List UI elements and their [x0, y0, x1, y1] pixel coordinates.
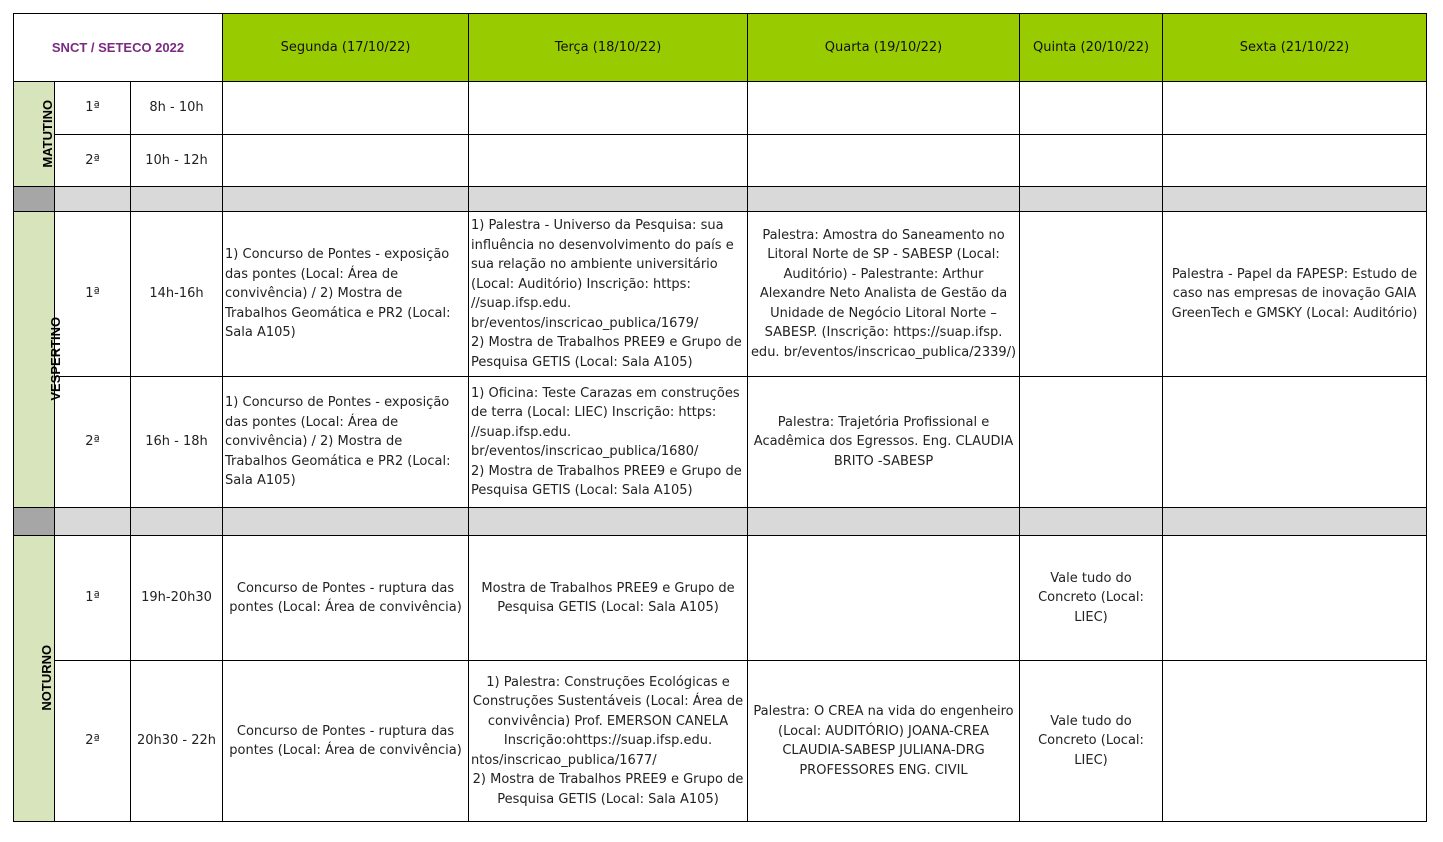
event-quinta: Vale tudo do Concreto (Local: LIEC): [1020, 661, 1163, 822]
period-vespertino: [14, 212, 64, 508]
period-noturno: [14, 536, 55, 822]
separator-row: [14, 508, 1427, 536]
slot-time: 8h - 10h: [131, 82, 223, 135]
event-sexta: Palestra - Papel da FAPESP: Estudo de caso nas empresas de inovação GAIA GreenTech e GMSKY (Local: Auditório): [1163, 212, 1427, 377]
event-quarta: Palestra: Trajetória Profissional e Acadêmica dos Egressos. Eng. CLAUDIA BRITO -SABESP: [748, 377, 1020, 508]
slot-time: 20h30 - 22h: [131, 661, 223, 822]
separator-cell: [1020, 187, 1163, 212]
slot-number: 1ª: [55, 212, 131, 377]
event-terca: [469, 661, 748, 822]
cell-empty: [1163, 82, 1427, 135]
event-segunda: 1) Concurso de Pontes - exposição das pontes (Local: Área de convivência) / 2) Mostra de Trabalhos Geomática e PR2 (Local: Sala A105): [223, 212, 469, 377]
cell-empty: [223, 135, 469, 187]
vespertino-row-1: [14, 212, 1427, 377]
noturno-row-2: [14, 661, 1427, 822]
schedule-title: SNCT / SETECO 2022: [14, 14, 223, 82]
day-header-quarta: Quarta (19/10/22): [748, 14, 1020, 82]
cell-empty: [1020, 135, 1163, 187]
day-header-terca: Terça (18/10/22): [469, 14, 748, 82]
event-quinta: Vale tudo do Concreto (Local: LIEC): [1020, 536, 1163, 661]
event-item: 2) Mostra de Trabalhos PREE9 e Grupo de Pesquisa GETIS (Local: Sala A105): [472, 772, 744, 807]
vespertino-row-2: [14, 377, 1427, 508]
cell-empty: [469, 135, 748, 187]
separator-cell: [223, 187, 469, 212]
event-segunda: 1) Concurso de Pontes - exposição das pontes (Local: Área de convivência) / 2) Mostra de Trabalhos Geomática e PR2 (Local: Sala A105): [223, 377, 469, 508]
slot-number: 2ª: [55, 661, 131, 822]
cell-empty: [1163, 661, 1427, 822]
period-matutino: [14, 82, 55, 187]
separator-row: [14, 187, 1427, 212]
cell-empty: [1020, 82, 1163, 135]
cell-empty: [469, 82, 748, 135]
event-item: 2) Mostra de Trabalhos PREE9 e Grupo de Pesquisa GETIS (Local: Sala A105): [471, 463, 742, 498]
noturno-row-1: [14, 536, 1427, 661]
separator-cell: [223, 508, 469, 536]
slot-number: 1ª: [55, 536, 131, 661]
slot-number: 2ª: [55, 135, 131, 187]
slot-number: 2ª: [55, 377, 131, 508]
day-header-quinta: Quinta (20/10/22): [1020, 14, 1163, 82]
matutino-row-1: [14, 82, 1427, 135]
slot-number: 1ª: [55, 82, 131, 135]
separator-cell: [55, 508, 131, 536]
cell-empty: [1020, 377, 1163, 508]
event-item: 1) Palestra: Construções Ecológicas e Construções Sustentáveis (Local: Área de convivência) Prof. EMERSON CANELA Inscrição:ohttps://suap.ifsp.edu.: [472, 674, 744, 749]
separator-cell: [1163, 508, 1427, 536]
cell-empty: [1163, 135, 1427, 187]
separator-cell: [748, 187, 1020, 212]
day-header-sexta: Sexta (21/10/22): [1163, 14, 1427, 82]
event-segunda: Concurso de Pontes - ruptura das pontes (Local: Área de convivência): [223, 536, 469, 661]
event-item: ntos/inscricao_publica/1677/: [471, 752, 657, 768]
separator-cell: [1020, 508, 1163, 536]
slot-time: 16h - 18h: [131, 377, 223, 508]
cell-empty: [223, 82, 469, 135]
slot-time: 10h - 12h: [131, 135, 223, 187]
event-segunda: Concurso de Pontes - ruptura das pontes (Local: Área de convivência): [223, 661, 469, 822]
separator-cell: [131, 187, 223, 212]
separator-cell: [748, 508, 1020, 536]
period-label-noturno: NOTURNO: [39, 645, 55, 711]
separator-cell: [469, 508, 748, 536]
slot-time: 19h-20h30: [131, 536, 223, 661]
event-item: 1) Palestra - Universo da Pesquisa: sua influência no desenvolvimento do país e sua relação no ambiente universitário (Local: Auditório) Inscrição: https: //suap.ifsp.edu. br/eventos/inscricao_publica/1679/: [471, 218, 734, 331]
cell-empty: [748, 82, 1020, 135]
separator-cell: [14, 187, 55, 212]
period-label-matutino: MATUTINO: [40, 99, 56, 168]
separator-cell: [469, 187, 748, 212]
period-label-vespertino: VESPERTINO: [48, 317, 64, 401]
event-terca: [469, 212, 748, 377]
cell-empty: [1163, 536, 1427, 661]
cell-empty: [748, 135, 1020, 187]
cell-empty: [748, 536, 1020, 661]
cell-empty: [1020, 212, 1163, 377]
day-header-segunda: Segunda (17/10/22): [223, 14, 469, 82]
event-quarta: Palestra: Amostra do Saneamento no Litoral Norte de SP - SABESP (Local: Auditório) - Palestrante: Arthur Alexandre Neto Analista de Gestão da Unidade de Negócio Litoral Norte – SABESP. (Inscrição: https://suap.ifsp. edu. br/eventos/inscricao_publica/2339/): [748, 212, 1020, 377]
schedule-table: [13, 13, 1427, 822]
slot-time: 14h-16h: [131, 212, 223, 377]
separator-cell: [1163, 187, 1427, 212]
cell-empty: [1163, 377, 1427, 508]
event-terca: [469, 377, 748, 508]
event-item: 2) Mostra de Trabalhos PREE9 e Grupo de Pesquisa GETIS (Local: Sala A105): [471, 335, 742, 370]
header-row: [14, 14, 1427, 82]
event-item: 1) Oficina: Teste Carazas em construções de terra (Local: LIEC) Inscrição: https: //suap.ifsp.edu. br/eventos/inscricao_publica/1680/: [471, 385, 740, 459]
event-terca: Mostra de Trabalhos PREE9 e Grupo de Pesquisa GETIS (Local: Sala A105): [469, 536, 748, 661]
event-quarta: Palestra: O CREA na vida do engenheiro (Local: AUDITÓRIO) JOANA-CREA CLAUDIA-SABESP JULIANA-DRG PROFESSORES ENG. CIVIL: [748, 661, 1020, 822]
separator-cell: [55, 187, 131, 212]
separator-cell: [14, 508, 55, 536]
separator-cell: [131, 508, 223, 536]
matutino-row-2: [14, 135, 1427, 187]
